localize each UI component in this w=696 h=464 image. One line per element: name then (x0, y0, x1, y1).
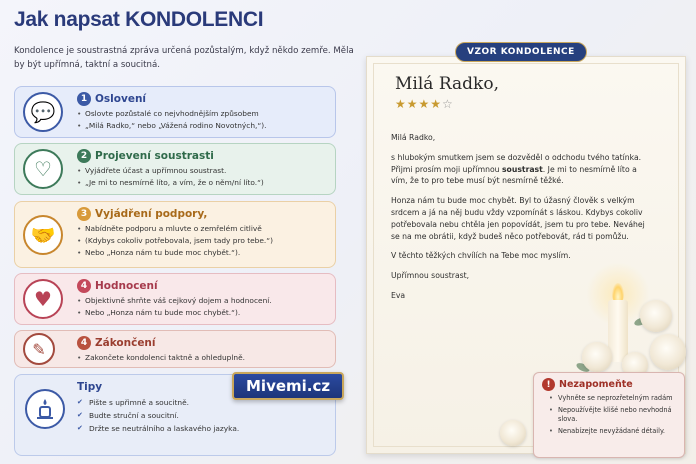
list-item: • Vyjádřete účast a upřímnou soustrast. (77, 165, 327, 177)
page-title: Jak napsat KONDOLENCI (14, 8, 264, 31)
letter-paragraph: s hlubokým smutkem jsem se dozvěděl o odchodu tvého tatínka. Přijmi prosím moji upřímnou soustrast. Je mi to nesmírně líto a vím, že to pro tebe musí být nesmírně těžké. (391, 152, 642, 186)
list-item: • Zakončete kondolenci taktně a ohleduplně. (77, 352, 327, 364)
list-item: • (Kdybys cokoliv potřebovala, jsem tady pro tebe.“) (77, 235, 327, 247)
step-heading: Vyjádření podpory, (95, 208, 208, 220)
list-item: • Objektivně shrňte váš cejkový dojem a hodnocení. (77, 295, 327, 307)
step-support (14, 201, 336, 268)
step-closing (14, 330, 336, 368)
reminder-item: • Nepoužívějte klišé nebo nevhodná slova. (542, 406, 676, 425)
reminder-box (533, 372, 685, 458)
tip-item: ✔ Držte se neutrálního a laskavého jazyka. (77, 422, 327, 435)
letter-closing: Upřímnou soustrast, (391, 271, 470, 281)
speech-bubble-icon: 💬 (23, 92, 63, 132)
intro-text: Kondolence je soustrastná zpráva určená pozůstalým, když někdo zemře. Měla by být upřímná, taktní a soucitná. (14, 46, 354, 70)
letter-signature: Eva (391, 290, 406, 300)
letter-paragraph: Honza nám tu bude moc chybět. Byl to úžasný člověk s velkým srdcem a já na něj budu vždy vzpomínát s láskou. Kdybys cokoliv potřebovala nebu chtěla jen popovídát, jsem tu pro tebe. Neváhej se na me obrátii, když budeš něco potřebovát, rád ti pomůžu. (391, 196, 645, 241)
step-addressing (14, 86, 336, 138)
step-number: 1 (77, 92, 91, 106)
list-item: • Nabídněte podporu a mluvte o zemřelém citlivě (77, 223, 327, 235)
letter-greeting: Milá Radko, (395, 74, 499, 94)
pen-icon: ✎ (23, 333, 55, 365)
exclamation-icon: ! (542, 378, 555, 391)
title-emphasis: KONDOLENCI (125, 8, 264, 31)
rating-stars (395, 97, 454, 111)
step-heading: Hodnocení (95, 280, 158, 292)
star-empty-icon: ☆ (442, 97, 454, 111)
rose-decoration (582, 342, 612, 372)
step-condolence (14, 143, 336, 195)
tip-item: ✔ Budte struční a soucitní. (77, 409, 327, 422)
step-number: 4 (77, 336, 91, 350)
stars-filled: ★★★★ (395, 97, 443, 111)
rose-decoration (640, 300, 672, 332)
letter-paragraph: V těchto těžkých chvílích na Tebe moc myslím. (391, 251, 571, 261)
step-heading: Oslovení (95, 93, 147, 105)
list-item: • Nebo „Honza nám tu bude moc chybět.“). (77, 247, 327, 259)
rose-decoration (500, 420, 526, 446)
list-item: • „Je mi to nesmírně líto, a vím, že o něm/ní líto.“) (77, 177, 327, 189)
candle-icon (25, 389, 65, 429)
list-item: • Nebo „Honza nám tu bude moc chybět.“). (77, 307, 327, 319)
letter-salutation: Milá Radko, (391, 133, 436, 142)
tip-item: ✔ Pište s upřimně a soucitně. (77, 396, 327, 409)
heart-in-hands-icon: ♡ (23, 149, 63, 189)
step-evaluation (14, 273, 336, 325)
sample-badge: VZOR KONDOLENCE (455, 42, 587, 62)
step-number: 2 (77, 149, 91, 163)
bold-word: soustrast (501, 164, 543, 174)
list-item: • Oslovte pozůstalé co nejvhodnějším způsobem (77, 108, 327, 120)
list-item: • „Milá Radko,“ nebo „Vážená rodino Novotných,“). (77, 120, 327, 132)
step-number: 4 (77, 279, 91, 293)
tips-heading: Tipy (77, 381, 103, 393)
reminder-item: • Nenabízejte nevyžádané détaily. (542, 427, 676, 437)
rose-decoration (650, 334, 686, 370)
step-number: 3 (77, 207, 91, 221)
heart-icon: ♥ (23, 279, 63, 319)
step-heading: Projevení soustrasti (95, 150, 214, 162)
reminder-item: • Vyhněte se neprozřetelným radám (542, 394, 676, 404)
handshake-icon: 🤝 (23, 215, 63, 255)
brand-logo: Mivemi.cz (232, 372, 344, 400)
reminder-heading: Nezapomeňte (559, 379, 633, 390)
step-heading: Zákončení (95, 337, 156, 349)
